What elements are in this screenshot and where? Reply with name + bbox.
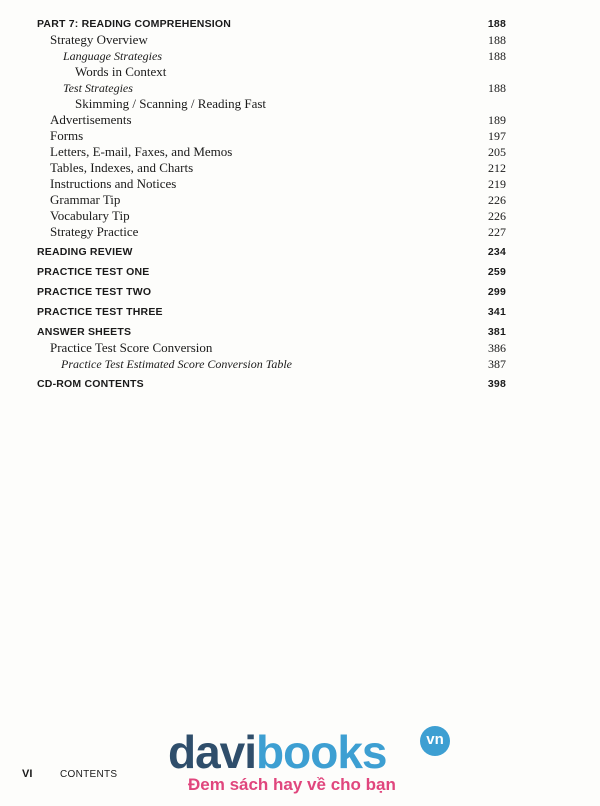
toc-page: 259 (487, 266, 506, 278)
toc-page: 226 (488, 193, 506, 207)
toc-label: Language Strategies (63, 49, 162, 63)
toc-entry (0, 340, 600, 356)
toc-entry (0, 128, 600, 144)
watermark-name-part1: davi (168, 726, 257, 778)
toc-page: 398 (487, 378, 506, 390)
toc-page: 386 (488, 341, 506, 355)
toc-page: 188 (488, 49, 506, 63)
toc-label: Strategy Overview (50, 32, 148, 47)
toc-page: 212 (488, 161, 506, 175)
toc-entry (0, 192, 600, 208)
toc-entry (0, 96, 600, 112)
toc-label: Practice Test Score Conversion (50, 340, 213, 355)
toc-entry (0, 176, 600, 192)
toc-label: Vocabulary Tip (50, 208, 130, 223)
toc-page: 188 (488, 33, 506, 47)
toc-entry (0, 224, 600, 240)
toc-entry (0, 208, 600, 224)
toc-label: Forms (50, 128, 84, 143)
toc-label: Strategy Practice (50, 224, 139, 239)
watermark-name-part2: books (256, 726, 387, 778)
toc-heading-cd-rom (0, 376, 600, 392)
toc-page: 226 (488, 209, 506, 223)
toc-heading-part7 (0, 16, 600, 32)
toc-label: CD-ROM CONTENTS (37, 378, 144, 390)
footer-section-label: CONTENTS (60, 769, 118, 780)
toc-heading-answer-sheets (0, 324, 600, 340)
toc-label: PRACTICE TEST TWO (37, 286, 152, 298)
toc-page: 189 (488, 113, 506, 127)
watermark-vn-badge: vn (420, 726, 450, 756)
toc-label: Test Strategies (63, 81, 133, 95)
toc-label: Skimming / Scanning / Reading Fast (75, 96, 267, 111)
toc-label: Words in Context (75, 64, 167, 79)
toc-label: Letters, E-mail, Faxes, and Memos (50, 144, 233, 159)
toc-heading-practice-test-three (0, 304, 600, 320)
toc-entry (0, 112, 600, 128)
toc-page: 188 (487, 18, 506, 30)
toc-entry (0, 160, 600, 176)
toc-page: 381 (487, 326, 506, 338)
toc-page: 188 (488, 81, 506, 95)
toc-label: READING REVIEW (37, 246, 133, 258)
toc-heading-reading-review (0, 244, 600, 260)
footer-page-number: VI (22, 768, 33, 780)
toc-label: PART 7: READING COMPREHENSION (37, 18, 232, 30)
toc-entry (0, 356, 600, 372)
toc-entry (0, 32, 600, 48)
toc-label: PRACTICE TEST ONE (37, 266, 150, 278)
toc-label: Grammar Tip (50, 192, 121, 207)
toc-label: Practice Test Estimated Score Conversion Table (61, 357, 292, 371)
watermark-tagline: Đem sách hay về cho bạn (188, 775, 396, 794)
toc-label: PRACTICE TEST THREE (37, 306, 163, 318)
toc-heading-practice-test-one (0, 264, 600, 280)
toc-page: 219 (488, 177, 506, 191)
toc-label: ANSWER SHEETS (37, 326, 132, 338)
toc-page: 227 (488, 225, 506, 239)
toc-entry (0, 80, 600, 96)
toc-entry (0, 144, 600, 160)
davibooks-watermark (168, 726, 458, 802)
toc-page: 341 (487, 306, 506, 318)
toc-entry (0, 48, 600, 64)
toc-page: 234 (487, 246, 506, 258)
toc-label: Instructions and Notices (50, 176, 177, 191)
toc-label: Advertisements (50, 112, 132, 127)
toc-heading-practice-test-two (0, 284, 600, 300)
toc-page: 197 (488, 129, 506, 143)
toc-page: 387 (488, 357, 506, 371)
toc-entry (0, 64, 600, 80)
watermark-wordmark (168, 726, 387, 778)
toc-page: 205 (488, 145, 506, 159)
toc-label: Tables, Indexes, and Charts (50, 160, 194, 175)
toc-page: 299 (487, 286, 506, 298)
